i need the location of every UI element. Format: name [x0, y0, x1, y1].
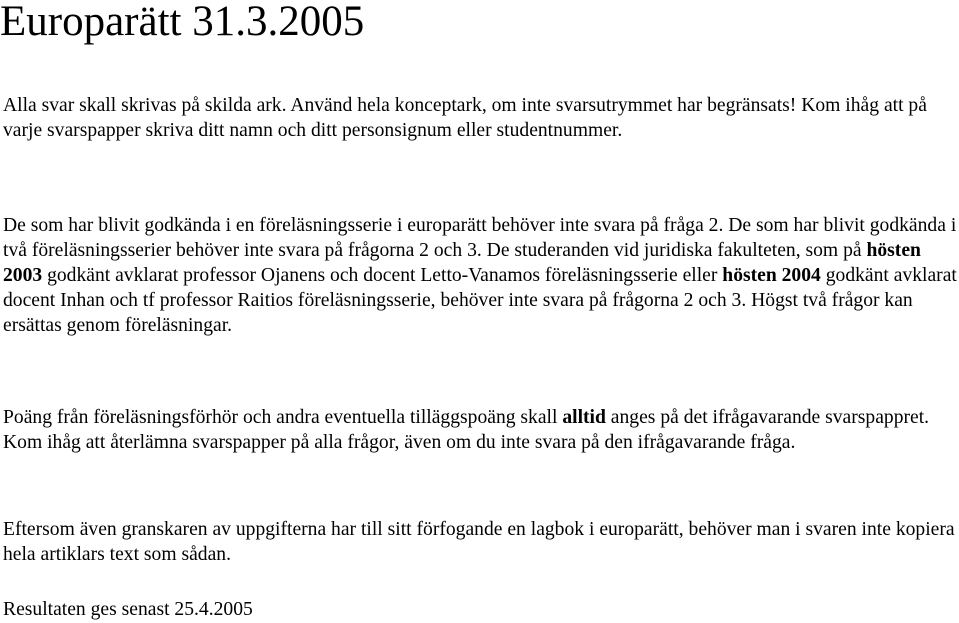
emphasis-alltid: alltid: [562, 407, 606, 428]
paragraph-results-date: Resultaten ges senast 25.4.2005: [3, 599, 253, 620]
paragraph-lawbook: Eftersom även granskaren av uppgifterna har till sitt förfogande en lagbok i europarätt, behöver man i svaren inte kopiera hela artiklars text som sådan.: [3, 519, 955, 565]
paragraph-lecture-series-text-2: godkänt avklarat professor Ojanens och docent Letto-Vanamos föreläsningsserie eller: [42, 265, 723, 286]
emphasis-autumn-2004: hösten 2004: [722, 265, 821, 286]
paragraph-lecture-series-text-3: godkänt avklarat docent Inhan och tf professor Raitios föreläsningsserie, behöver inte svara på frågorna 2 och 3. Högst två frågor kan ersättas genom föreläsningar.: [3, 265, 957, 336]
paragraph-points-text-2: anges på det ifrågavarande svarspappret. Kom ihåg att återlämna svarspapper på alla frågor, även om du inte svara på den ifrågavarande fråga.: [3, 407, 930, 453]
paragraph-points: [3, 405, 958, 455]
paragraph-points-text-1: Poäng från föreläsningsförhör och andra eventuella tilläggspoäng skall: [3, 407, 563, 428]
page-title: Europarätt 31.3.2005: [0, 0, 365, 45]
paragraph-lecture-series: [3, 213, 958, 338]
paragraph-lecture-series-text-1: De som har blivit godkända i en föreläsningsserie i europarätt behöver inte svara på fråga 2. De som har blivit godkända i två föreläsningsserier behöver inte svara på frågorna 2 och 3. De studeranden vid juridiska fakulteten, som på: [3, 215, 957, 261]
paragraph-answer-sheets: Alla svar skall skrivas på skilda ark. Använd hela konceptark, om inte svarsutrymmet har begränsats! Kom ihåg att på varje svarspapper skriva ditt namn och ditt personsignum eller studentnummer.: [3, 95, 927, 141]
emphasis-autumn-2003: hösten 2003: [3, 240, 921, 286]
